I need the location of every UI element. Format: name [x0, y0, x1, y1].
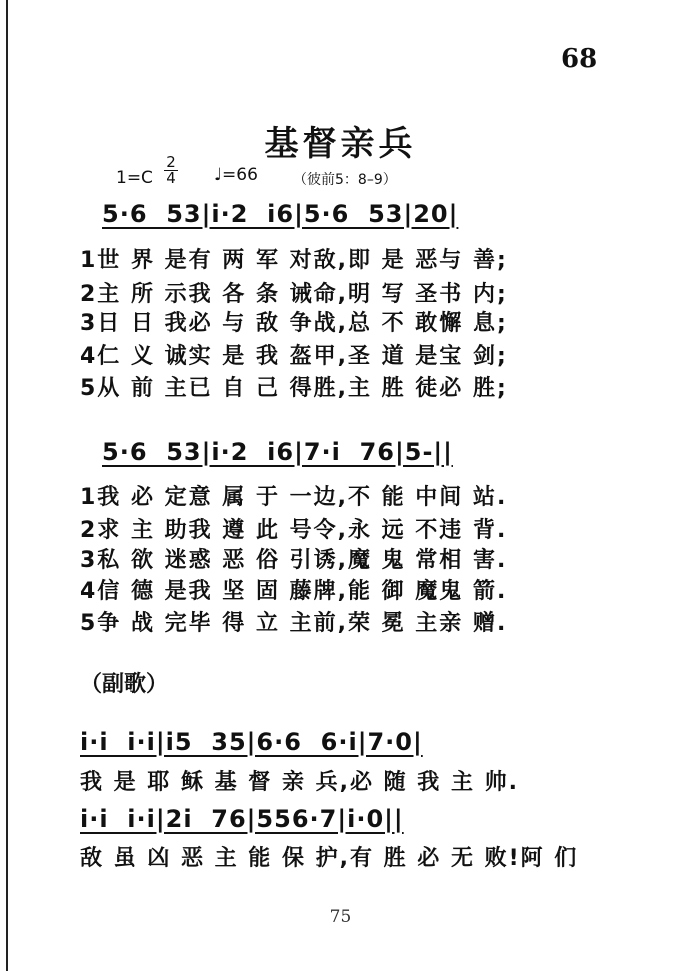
- lyric-line: 3私 欲 迷惑 恶 俗 引诱,魔 鬼 常相 害.: [80, 548, 508, 573]
- time-signature-top: 2: [166, 153, 176, 171]
- footer-page-number: 75: [329, 907, 352, 927]
- lyric-line: 4信 德 是我 坚 固 藤牌,能 御 魔鬼 箭.: [80, 579, 508, 604]
- chorus-notation-line-2: i·i i·i|2i 76|556·7|i·0||: [80, 805, 404, 833]
- time-signature-bottom: 4: [164, 170, 178, 186]
- chorus-lyric-line-1: 我 是 耶 稣 基 督 亲 兵,必 随 我 主 帅.: [80, 770, 519, 795]
- lyric-line: 1我 必 定意 属 于 一边,不 能 中间 站.: [80, 485, 508, 510]
- lyric-line: 5从 前 主已 自 己 得胜,主 胜 徒必 胜;: [80, 376, 508, 401]
- scripture-reference: （彼前5：8–9）: [293, 172, 397, 188]
- lyric-line: 5争 战 完毕 得 立 主前,荣 冕 主亲 赠.: [80, 611, 508, 636]
- chorus-label: （副歌）: [80, 672, 169, 697]
- page-number: 68: [561, 44, 598, 74]
- tempo-marking: ♩=66: [214, 165, 258, 185]
- lyric-line: 3日 日 我必 与 敌 争战,总 不 敢懈 息;: [80, 311, 508, 336]
- notation-line-1: 5·6 53|i·2 i6|5·6 53|20|: [102, 200, 459, 228]
- key-signature: 1=C: [116, 168, 153, 188]
- lyric-line: 1世 界 是有 两 军 对敌,即 是 恶与 善;: [80, 248, 508, 273]
- lyric-line: 2求 主 助我 遵 此 号令,永 远 不违 背.: [80, 518, 508, 543]
- lyric-line: 2主 所 示我 各 条 诫命,明 写 圣书 内;: [80, 282, 508, 307]
- notation-line-2: 5·6 53|i·2 i6|7·i 76|5-||: [102, 438, 453, 466]
- song-title: 基督亲兵: [264, 124, 417, 164]
- chorus-lyric-line-2: 敌 虽 凶 恶 主 能 保 护,有 胜 必 无 败!阿 们: [80, 846, 579, 871]
- lyric-line: 4仁 义 诚实 是 我 盔甲,圣 道 是宝 剑;: [80, 344, 508, 369]
- time-signature: [164, 155, 178, 186]
- chorus-notation-line-1: i·i i·i|i5 35|6·6 6·i|7·0|: [80, 728, 423, 756]
